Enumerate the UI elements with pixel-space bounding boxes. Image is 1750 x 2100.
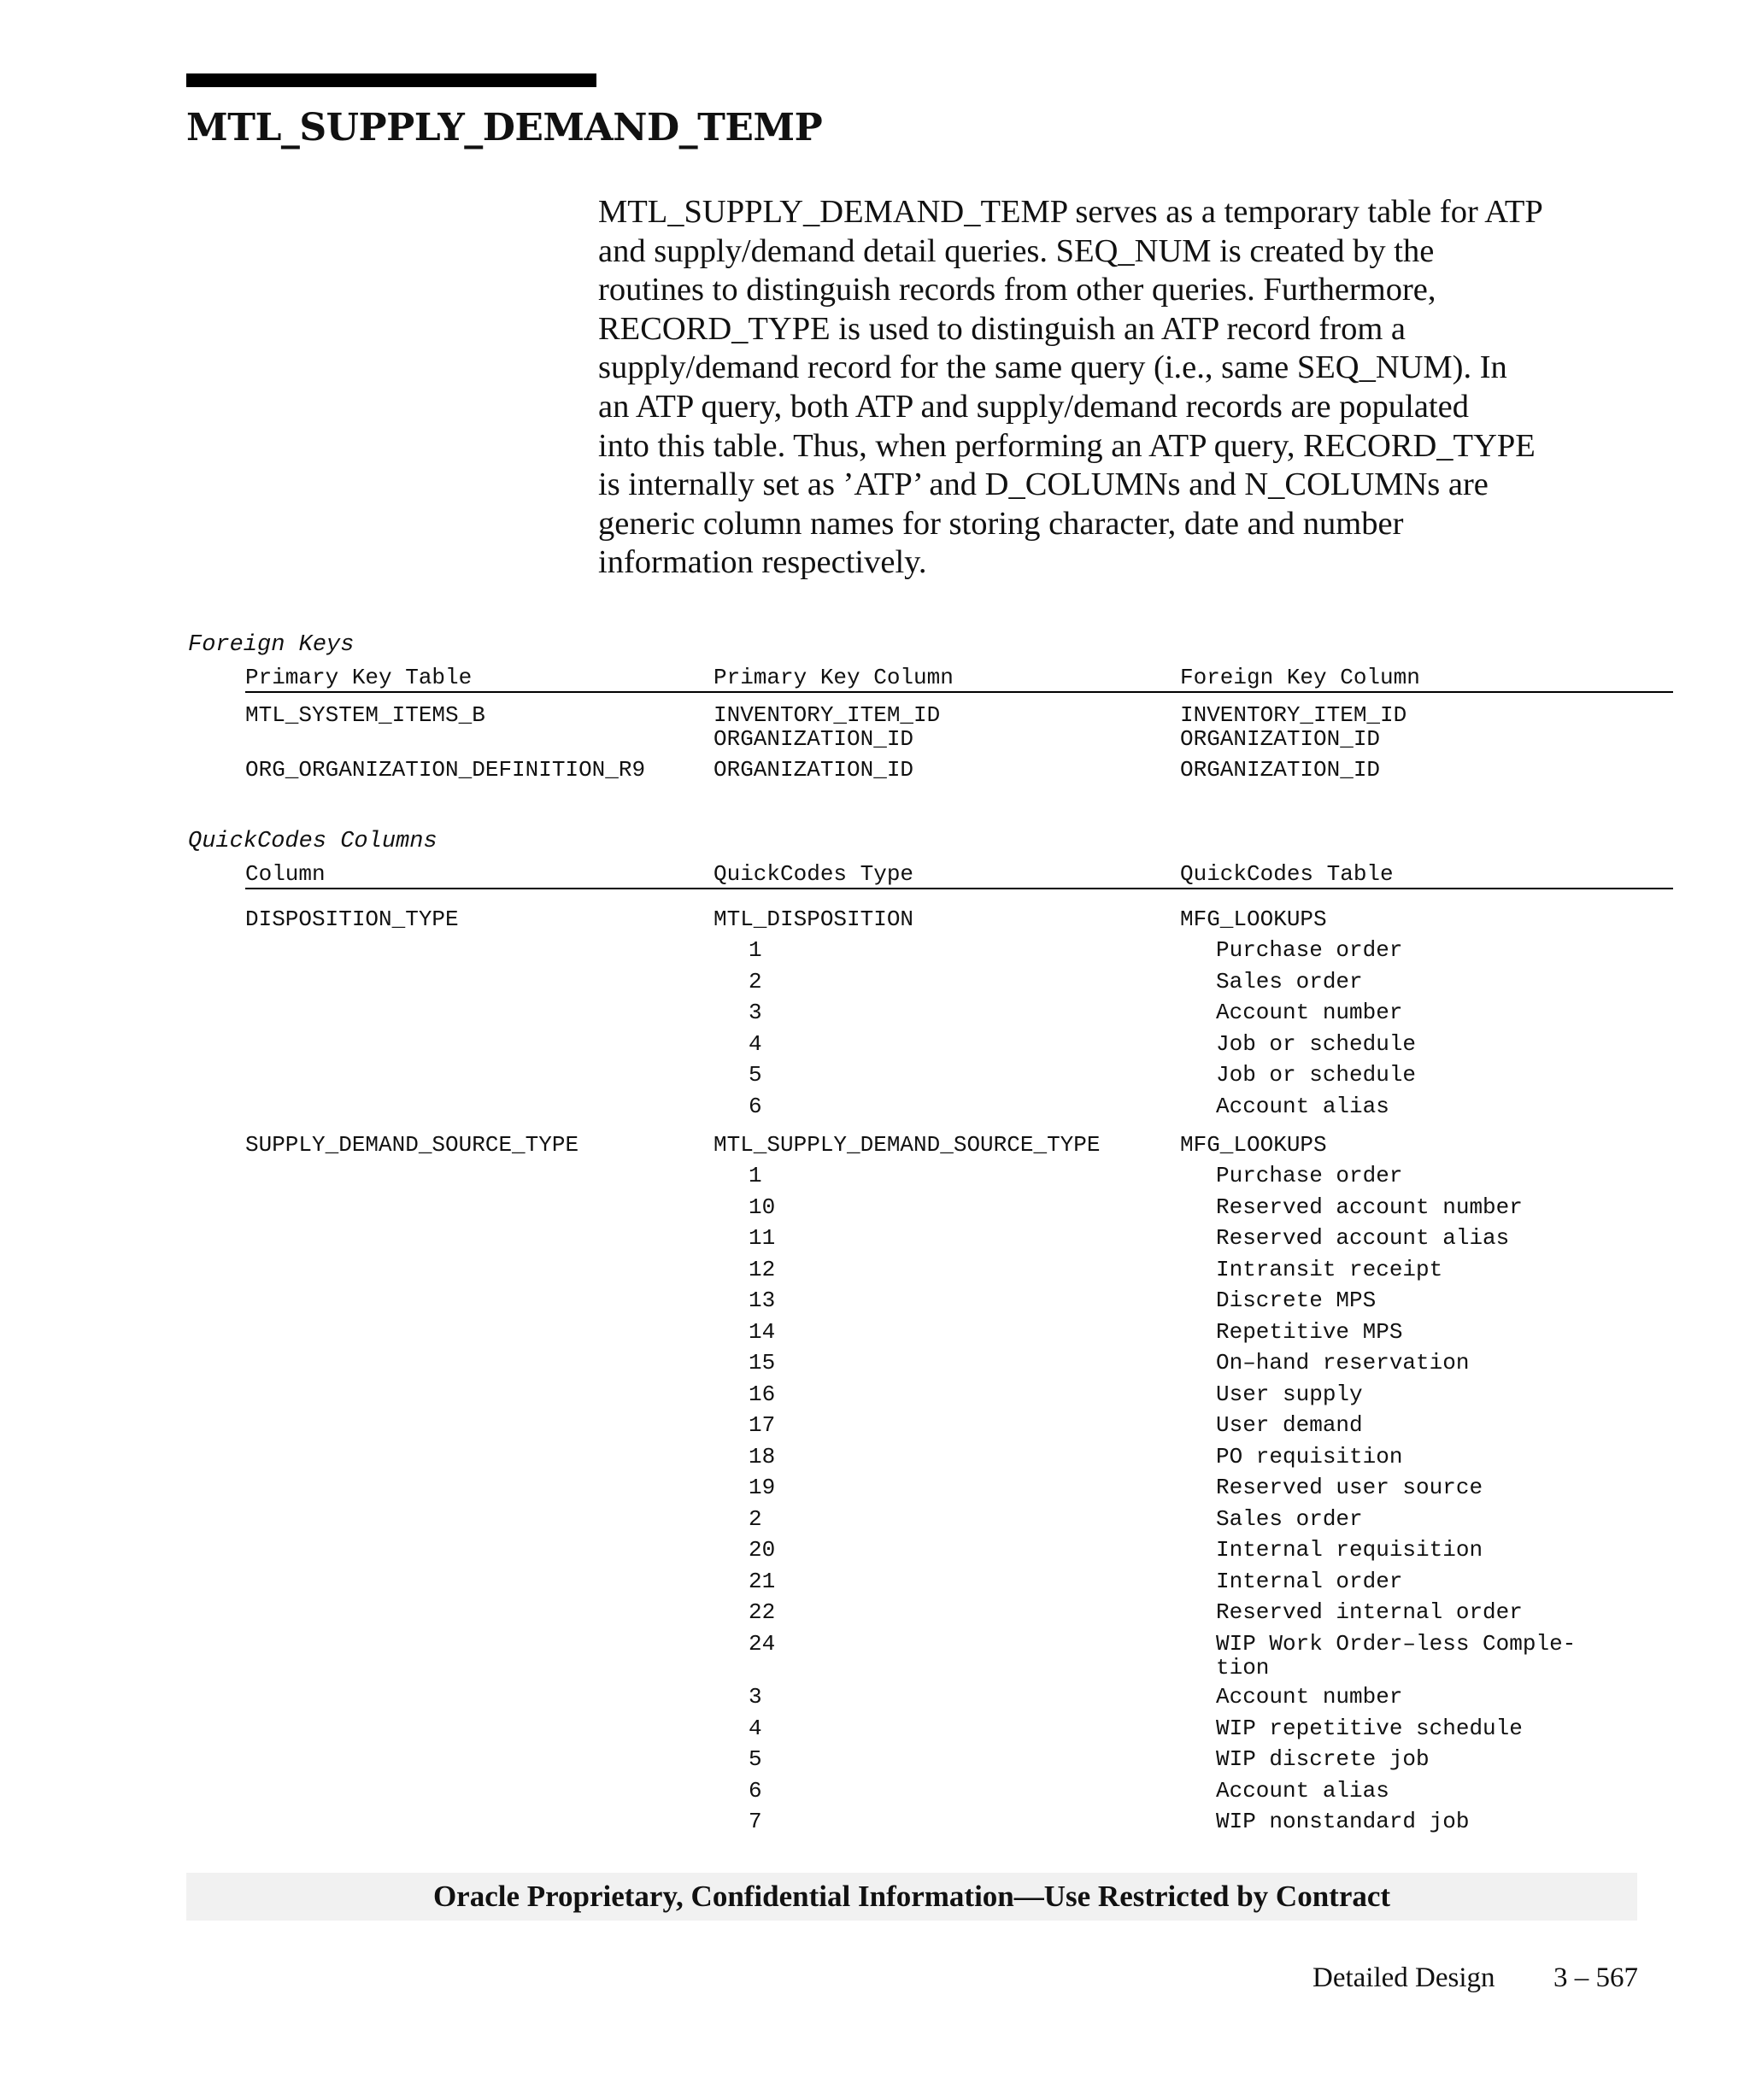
qc-code: 4	[749, 1030, 762, 1057]
fk-row-fk-column: INVENTORY_ITEM_ID	[1180, 702, 1407, 728]
qc-code: 7	[749, 1809, 762, 1834]
title-rule-bar	[186, 73, 596, 87]
qc-code: 13	[749, 1288, 776, 1313]
qc-table-name: MFG_LOOKUPS	[1180, 906, 1327, 932]
qc-meaning: WIP Work Order–less Comple-	[1216, 1630, 1577, 1657]
intro-paragraph	[598, 193, 1641, 583]
qc-code: 5	[749, 1062, 762, 1088]
qc-code: 20	[749, 1537, 776, 1563]
qc-code: 24	[749, 1630, 776, 1657]
fk-row-pk-column: INVENTORY_ITEM_ID	[714, 702, 941, 728]
qc-code: 4	[749, 1715, 762, 1741]
qc-code: 2	[749, 1505, 762, 1532]
qc-meaning: WIP nonstandard job	[1216, 1809, 1470, 1834]
quickcodes-heading: QuickCodes Columns	[188, 829, 438, 854]
qc-meaning: PO requisition	[1216, 1443, 1403, 1469]
qc-code: 19	[749, 1475, 776, 1500]
qc-code: 2	[749, 968, 762, 994]
qc-meaning: Account number	[1216, 1684, 1403, 1710]
qc-meaning: Account number	[1216, 1000, 1403, 1025]
fk-row-fk-column: ORGANIZATION_ID	[1180, 726, 1381, 752]
foreign-keys-heading: Foreign Keys	[188, 632, 355, 658]
qc-code: 17	[749, 1412, 776, 1438]
qc-meaning: Sales order	[1216, 968, 1363, 994]
qc-meaning: Purchase order	[1216, 937, 1403, 963]
qc-header-column: Column	[245, 861, 326, 887]
fk-row-table: MTL_SYSTEM_ITEMS_B	[245, 702, 485, 728]
fk-row-table: ORG_ORGANIZATION_DEFINITION_R9	[245, 757, 646, 783]
qc-code: 16	[749, 1381, 776, 1407]
intro-line: MTL_SUPPLY_DEMAND_TEMP serves as a temporary table for ATP	[598, 194, 1543, 230]
qc-code: 3	[749, 1684, 762, 1710]
qc-header-rule	[245, 888, 1673, 889]
qc-code: 5	[749, 1746, 762, 1772]
fk-row-pk-column: ORGANIZATION_ID	[714, 726, 914, 752]
fk-header-pk-column: Primary Key Column	[714, 665, 954, 690]
qc-meaning: Account alias	[1216, 1093, 1389, 1119]
intro-line: supply/demand record for the same query (i.e., same SEQ_NUM). In	[598, 349, 1507, 386]
footer-page-number: 3 – 567	[1553, 1962, 1638, 1993]
qc-meaning: Reserved internal order	[1216, 1599, 1523, 1625]
qc-meaning: Account alias	[1216, 1777, 1389, 1804]
qc-code: 10	[749, 1194, 776, 1220]
qc-code: 1	[749, 1163, 762, 1188]
qc-header-type: QuickCodes Type	[714, 861, 914, 887]
qc-meaning: Reserved account number	[1216, 1194, 1523, 1220]
footer-section-name: Detailed Design	[1312, 1962, 1495, 1993]
qc-code: 22	[749, 1599, 776, 1625]
confidential-notice: Oracle Proprietary, Confidential Information––Use Restricted by Contract	[432, 1880, 1391, 1913]
qc-meaning: Job or schedule	[1216, 1062, 1417, 1088]
qc-code: 21	[749, 1568, 776, 1594]
fk-row-pk-column: ORGANIZATION_ID	[714, 757, 914, 783]
qc-type-name: MTL_DISPOSITION	[714, 906, 914, 932]
qc-meaning: Sales order	[1216, 1505, 1363, 1532]
qc-code: 15	[749, 1350, 776, 1376]
qc-code: 6	[749, 1777, 762, 1804]
intro-line: generic column names for storing character, date and number	[598, 505, 1404, 542]
qc-column-name: SUPPLY_DEMAND_SOURCE_TYPE	[245, 1132, 579, 1158]
qc-meaning: Discrete MPS	[1216, 1288, 1377, 1313]
fk-header-fk-column: Foreign Key Column	[1180, 665, 1420, 690]
intro-line: information respectively.	[598, 544, 927, 581]
qc-meaning: Job or schedule	[1216, 1030, 1417, 1057]
qc-code: 12	[749, 1256, 776, 1282]
fk-header-rule	[245, 691, 1673, 693]
qc-meaning: WIP discrete job	[1216, 1746, 1430, 1772]
qc-column-name: DISPOSITION_TYPE	[245, 906, 459, 932]
intro-line: is internally set as ’ATP’ and D_COLUMNs and N_COLUMNs are	[598, 466, 1489, 503]
qc-code: 14	[749, 1318, 776, 1345]
qc-meaning: WIP repetitive schedule	[1216, 1715, 1523, 1741]
qc-code: 3	[749, 1000, 762, 1025]
qc-meaning: Intransit receipt	[1216, 1256, 1443, 1282]
intro-line: into this table. Thus, when performing an ATP query, RECORD_TYPE	[598, 427, 1536, 464]
qc-meaning: Internal order	[1216, 1568, 1403, 1594]
qc-table-name: MFG_LOOKUPS	[1180, 1132, 1327, 1158]
page-title: MTL_SUPPLY_DEMAND_TEMP	[186, 106, 823, 150]
fk-header-pk-table: Primary Key Table	[245, 665, 473, 690]
qc-code: 11	[749, 1225, 776, 1251]
qc-code: 18	[749, 1443, 776, 1469]
qc-meaning-continuation: tion	[1216, 1654, 1270, 1681]
qc-meaning: Internal requisition	[1216, 1537, 1483, 1563]
qc-meaning: Reserved account alias	[1216, 1225, 1510, 1251]
qc-type-name: MTL_SUPPLY_DEMAND_SOURCE_TYPE	[714, 1132, 1101, 1158]
qc-meaning: Reserved user source	[1216, 1475, 1483, 1500]
qc-code: 6	[749, 1093, 762, 1119]
intro-line: RECORD_TYPE is used to distinguish an ATP record from a	[598, 310, 1406, 347]
intro-line: and supply/demand detail queries. SEQ_NUM is created by the	[598, 232, 1435, 269]
qc-meaning: User demand	[1216, 1412, 1363, 1438]
qc-header-table: QuickCodes Table	[1180, 861, 1394, 887]
intro-line: an ATP query, both ATP and supply/demand records are populated	[598, 388, 1469, 425]
qc-meaning: Purchase order	[1216, 1163, 1403, 1188]
qc-code: 1	[749, 937, 762, 963]
qc-meaning: On–hand reservation	[1216, 1350, 1470, 1376]
qc-meaning: User supply	[1216, 1381, 1363, 1407]
fk-row-fk-column: ORGANIZATION_ID	[1180, 757, 1381, 783]
qc-meaning: Repetitive MPS	[1216, 1318, 1403, 1345]
intro-line: routines to distinguish records from other queries. Furthermore,	[598, 272, 1436, 308]
